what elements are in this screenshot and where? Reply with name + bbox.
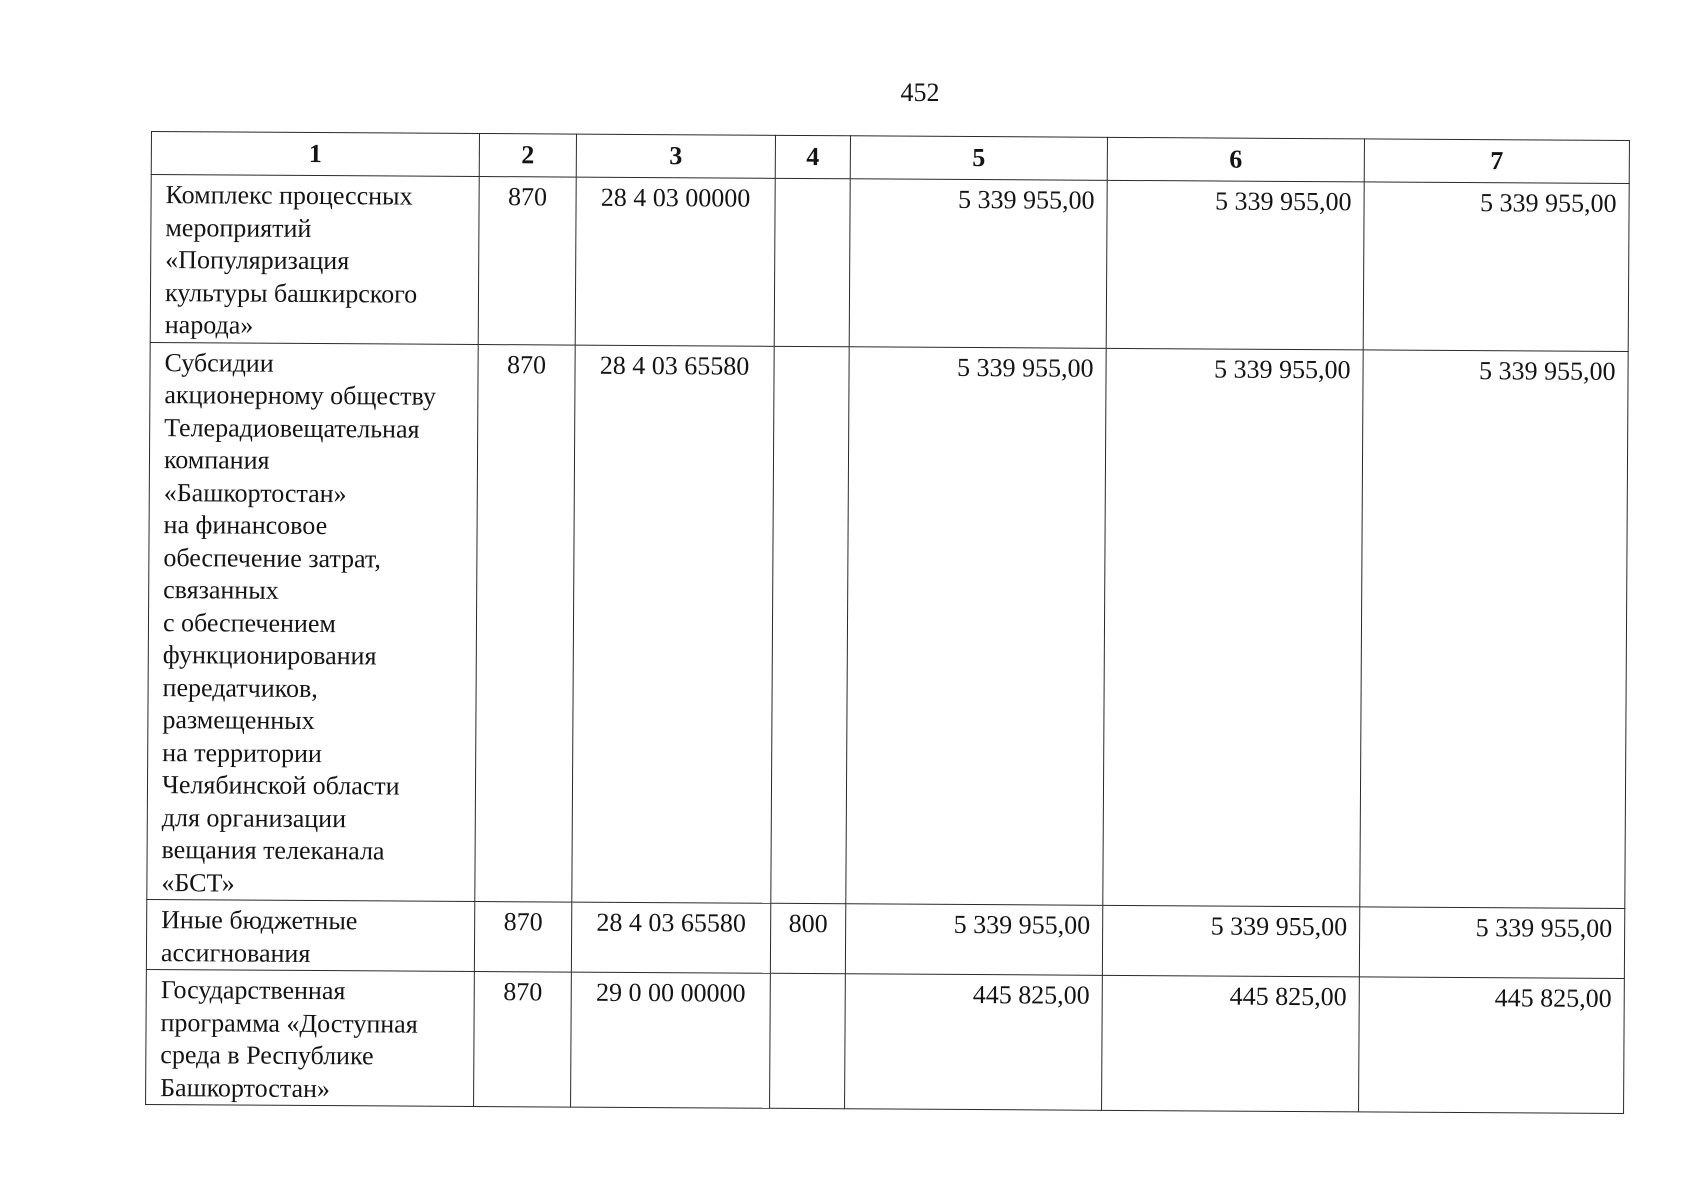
header-col-5: 5 <box>850 136 1107 181</box>
header-col-3: 3 <box>576 134 775 178</box>
amount-col-6-cell: 5 339 955,00 <box>1102 905 1359 977</box>
header-col-7: 7 <box>1364 139 1629 184</box>
name-line: размещенных <box>162 705 315 736</box>
target-article-cell: 28 4 03 00000 <box>575 177 775 346</box>
ministry-code-cell: 870 <box>478 177 576 345</box>
header-col-6: 6 <box>1107 137 1364 182</box>
name-line: функционирования <box>162 640 377 671</box>
name-line: на финансовое <box>163 510 328 541</box>
name-line: «Популяризация <box>165 245 350 276</box>
table-row <box>146 899 1624 978</box>
name-line: культуры башкирского <box>164 277 418 309</box>
amount-col-5-cell: 445 825,00 <box>845 974 1103 1111</box>
amount-col-5-cell: 5 339 955,00 <box>846 346 1106 905</box>
name-line: среда в Республике <box>160 1040 374 1071</box>
name-line: «Башкортостан» <box>163 477 347 508</box>
name-line: Государственная <box>160 975 346 1006</box>
name-line: для организации <box>161 802 347 833</box>
ministry-code-cell: 870 <box>474 971 572 1107</box>
amount-col-5-cell: 5 339 955,00 <box>849 179 1107 348</box>
name-line: связанных <box>163 575 279 605</box>
row-name-cell <box>147 342 478 901</box>
name-line: мероприятий <box>165 212 312 243</box>
amount-col-7-cell: 5 339 955,00 <box>1360 349 1628 908</box>
amount-col-6-cell: 445 825,00 <box>1102 975 1360 1112</box>
name-line: Комплекс процессных <box>165 180 413 211</box>
expense-type-cell <box>770 973 846 1108</box>
expense-type-cell <box>771 346 849 904</box>
row-name-cell <box>150 175 479 345</box>
name-line: «БСТ» <box>161 867 235 898</box>
row-name-cell <box>146 969 475 1106</box>
expense-type-cell <box>774 178 850 346</box>
name-line: обеспечение затрат, <box>163 542 381 573</box>
name-line: с обеспечением <box>162 607 336 638</box>
ministry-code-cell: 870 <box>475 344 575 902</box>
name-line: Челябинской области <box>161 770 400 801</box>
name-line: акционерному обществу <box>164 380 437 411</box>
amount-col-5-cell: 5 339 955,00 <box>845 904 1102 976</box>
name-line: компания <box>163 445 270 475</box>
table-row <box>150 175 1629 352</box>
name-line: передатчиков, <box>162 672 318 703</box>
page-number: 452 <box>900 78 940 107</box>
table-row <box>147 342 1628 909</box>
name-line: Башкортостан» <box>160 1072 331 1103</box>
amount-col-7-cell: 5 339 955,00 <box>1363 182 1629 351</box>
amount-col-7-cell: 5 339 955,00 <box>1359 907 1624 979</box>
name-line: на территории <box>162 737 322 768</box>
table-row <box>146 969 1625 1113</box>
target-article-cell: 29 0 00 00000 <box>571 972 771 1108</box>
ministry-code-cell: 870 <box>474 901 571 972</box>
header-col-1: 1 <box>151 132 479 177</box>
amount-col-6-cell: 5 339 955,00 <box>1103 348 1363 907</box>
name-line: народа» <box>164 310 254 340</box>
target-article-cell: 28 4 03 65580 <box>571 902 770 973</box>
amount-col-6-cell: 5 339 955,00 <box>1106 180 1364 349</box>
header-col-2: 2 <box>479 134 576 178</box>
amount-col-7-cell: 445 825,00 <box>1359 977 1625 1114</box>
row-name-cell <box>146 899 474 971</box>
name-line: Субсидии <box>164 347 274 378</box>
name-line: вещания телеканала <box>161 835 385 866</box>
name-line: Иные бюджетные <box>161 905 358 936</box>
name-line: ассигнования <box>160 937 311 968</box>
name-line: Телерадиовещательная <box>164 412 420 444</box>
header-col-4: 4 <box>775 135 850 178</box>
name-line: программа «Доступная <box>160 1007 418 1039</box>
budget-table <box>145 131 1630 1114</box>
target-article-cell: 28 4 03 65580 <box>572 345 774 904</box>
expense-type-cell: 800 <box>770 903 845 973</box>
